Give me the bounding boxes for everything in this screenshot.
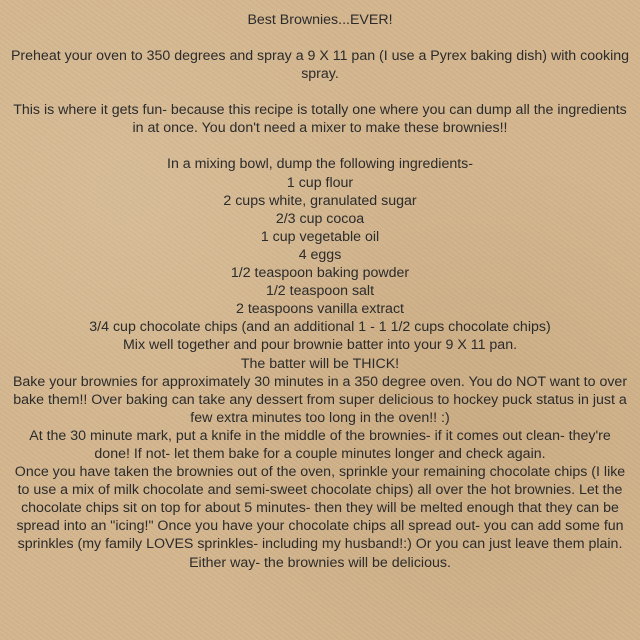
ingredient-item: 4 eggs <box>298 246 342 263</box>
ingredient-item: 1/2 teaspoon salt <box>265 283 375 300</box>
preheat-paragraph: Preheat your oven to 350 degrees and spray a 9 X 11 pan (I use a Pyrex baking dish) with cooking spray. <box>10 48 630 83</box>
ingredients-intro: In a mixing bowl, dump the following ingredients- <box>167 156 473 173</box>
recipe-title: Best Brownies...EVER! <box>247 12 393 28</box>
dump-all-paragraph: This is where it gets fun- because this recipe is totally one where you can dump all the ingredients in at once. You don't need a mixer to make these brownies!! <box>13 102 627 137</box>
finishing-instruction: Once you have taken the brownies out of the oven, sprinkle your remaining chocolate chips (I like to use a mix of milk chocolate and semi-sweet chocolate chips) all over the hot brownies. Let the chocolate chips sit on top for about 5 minutes- then they will be melted enough that they can be spread into an "icing!" Once you have your chocolate chips all spread out- you can add some fun sprinkles (my family LOVES sprinkles- including my husband!:) Or you can just leave them plain. Either way- the brownies will be delicious. <box>14 464 626 571</box>
ingredient-item: 3/4 cup chocolate chips (and an additional 1 - 1 1/2 cups chocolate chips) <box>89 319 551 336</box>
doneness-check-instruction: At the 30 minute mark, put a knife in the middle of the brownies- if it comes out clean- they're done! If not- let them bake for a couple minutes longer and check again. <box>29 427 611 462</box>
ingredient-list <box>10 174 630 337</box>
ingredient-item: 2 teaspoons vanilla extract <box>236 301 404 318</box>
ingredient-item: 1/2 teaspoon baking powder <box>230 265 410 282</box>
ingredient-item: 1 cup vegetable oil <box>260 228 380 245</box>
mix-instruction: Mix well together and pour brownie batter into your 9 X 11 pan. <box>122 337 518 354</box>
ingredient-item: 2/3 cup cocoa <box>275 210 365 227</box>
ingredient-item: 2 cups white, granulated sugar <box>223 192 417 209</box>
bake-instruction: Bake your brownies for approximately 30 minutes in a 350 degree oven. You do NOT want to over bake them!! Over baking can take any dessert from super delicious to hockey puck status in just a few extra minutes too long in the oven!! :) <box>12 373 628 426</box>
batter-thick-note: The batter will be THICK! <box>240 355 400 372</box>
ingredient-item: 1 cup flour <box>286 174 354 191</box>
